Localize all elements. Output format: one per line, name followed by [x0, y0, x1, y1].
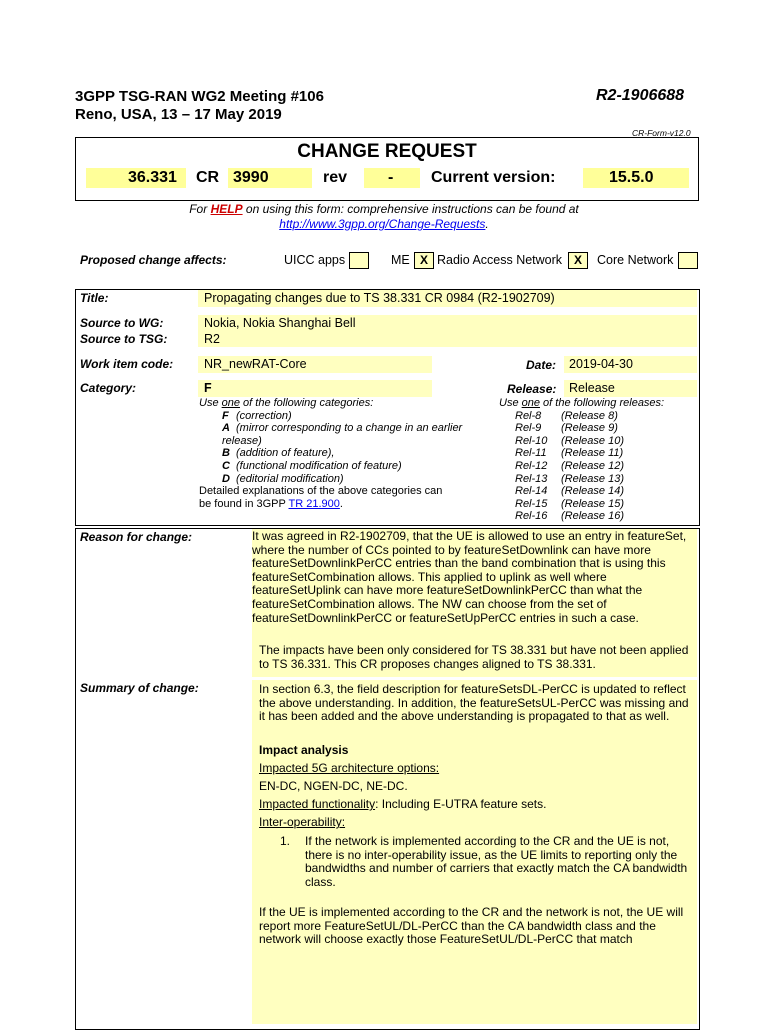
- doc-number: R2-1906688: [596, 87, 685, 104]
- release-desc: (Release 8): [561, 409, 618, 422]
- source-wg-value: Nokia, Nokia Shanghai Bell: [204, 316, 356, 330]
- help-url-line: [0, 217, 768, 231]
- rev-label: rev: [323, 169, 348, 186]
- spec-number: 36.331: [128, 169, 177, 186]
- title-value: Propagating changes due to TS 38.331 CR 0984 (R2-1902709): [204, 291, 555, 305]
- date-label: Date:: [526, 358, 557, 372]
- release-value: Release: [569, 381, 615, 395]
- cr-title: CHANGE REQUEST: [297, 141, 477, 162]
- reason-text-1: It was agreed in R2-1902709, that the UE is allowed to use an entry in featureSet, where the number of CCs pointed to by featureSetDownlink can have more featureSetDownlinkPerCC entries than the band combination that is using this featureSetCombination allows. This applied to uplink as well where featureSetUplink can have more featureSetDownlinkPerCC than what the featureSetCombination allows. The NW can choose from the set of featureSetDownlinkPerCC or featureSetUpPerCC entries in such a case.: [252, 529, 687, 625]
- meeting-title: 3GPP TSG-RAN WG2 Meeting #106: [75, 88, 324, 105]
- release-item: [499, 447, 697, 460]
- source-tsg-value: R2: [204, 332, 220, 346]
- release-intro: [499, 397, 697, 410]
- rel-intro-one: one: [521, 397, 540, 409]
- tr-21900-link[interactable]: TR 21.900: [288, 497, 340, 510]
- rev-value: -: [388, 169, 394, 186]
- category-code: B: [222, 447, 230, 460]
- category-label: Category:: [80, 381, 137, 395]
- release-code: Rel-16: [515, 510, 548, 523]
- release-code: Rel-10: [515, 434, 548, 447]
- cr-label: CR: [196, 169, 220, 186]
- title-label: Title:: [80, 291, 109, 305]
- category-item: [199, 435, 499, 448]
- category-code: F: [222, 409, 229, 422]
- category-desc: (editorial modification): [236, 472, 344, 485]
- form-version: CR-Form-v12.0: [632, 128, 691, 138]
- release-code: Rel-13: [515, 472, 548, 485]
- cat-detail-pre: be found in 3GPP: [199, 497, 289, 510]
- release-desc: (Release 9): [561, 422, 618, 435]
- category-value: F: [204, 381, 212, 395]
- category-list: [199, 397, 499, 510]
- title-field: [198, 290, 697, 307]
- affects-label: Proposed change affects:: [80, 253, 227, 267]
- ran-label: Radio Access Network: [437, 253, 563, 267]
- ran-checkbox[interactable]: X: [568, 252, 588, 269]
- work-item-value: NR_newRAT-Core: [204, 357, 307, 371]
- category-detail-1: Detailed explanations of the above categories can: [199, 485, 443, 498]
- category-item: [199, 447, 499, 460]
- help-line: [0, 202, 768, 216]
- change-request-box: [75, 137, 699, 201]
- release-item: [499, 410, 697, 423]
- release-desc: (Release 11): [561, 447, 624, 460]
- summary-text-last: If the UE is implemented according to the CR and the network is not, the UE will report more FeatureSetUL/DL-PerCC than the CA bandwidth class and the network will choose exactly those FeatureSetUL/DL-PerCC that match: [259, 905, 684, 947]
- arch-heading: Impacted 5G architecture options:: [259, 761, 440, 775]
- cr-number: 3990: [233, 169, 269, 186]
- category-item: [199, 422, 499, 435]
- summary-label: Summary of change:: [80, 681, 199, 695]
- release-desc: (Release 14): [561, 485, 624, 498]
- impact-heading: Impact analysis: [259, 743, 349, 757]
- category-desc: (mirror corresponding to a change in an earlier: [236, 422, 463, 435]
- func-heading: Impacted functionality: [259, 797, 376, 811]
- reason-text-2: The impacts have been only considered for TS 38.331 but have not been applied to TS 36.331. This CR proposes changes aligned to TS 38.331.: [259, 643, 689, 671]
- release-desc: (Release 13): [561, 472, 624, 485]
- reason-label: Reason for change:: [80, 530, 193, 544]
- help-url-link[interactable]: http://www.3gpp.org/Change-Requests: [279, 217, 486, 231]
- category-item: [199, 410, 499, 423]
- cat-intro-one: one: [221, 397, 240, 409]
- arch-value: EN-DC, NGEN-DC, NE-DC.: [259, 779, 408, 793]
- date-field: [564, 356, 697, 373]
- category-desc: (correction): [236, 409, 292, 422]
- category-desc: (addition of feature),: [236, 447, 335, 460]
- release-desc: (Release 16): [561, 510, 624, 523]
- help-suffix: on using this form: comprehensive instructions can be found at: [242, 202, 579, 216]
- func-value: : Including E-UTRA feature sets.: [375, 797, 547, 811]
- source-wg-field: [198, 315, 697, 331]
- source-wg-label: Source to WG:: [80, 316, 164, 330]
- release-item: [499, 485, 697, 498]
- rel-intro-pre: Use: [499, 397, 522, 409]
- release-desc: (Release 12): [561, 459, 624, 472]
- release-code: Rel-14: [515, 485, 548, 498]
- interop-heading: Inter-operability:: [259, 815, 346, 829]
- category-desc: (functional modification of feature): [236, 459, 402, 472]
- release-item: [499, 422, 697, 435]
- category-code: A: [222, 422, 230, 435]
- help-word: HELP: [210, 202, 243, 216]
- release-item: [499, 510, 697, 523]
- help-url-end: .: [485, 217, 489, 231]
- category-detail-2: [199, 498, 499, 511]
- reason-field: [252, 529, 697, 677]
- me-checkbox[interactable]: X: [414, 252, 434, 269]
- rel-intro-post: of the following releases:: [539, 397, 665, 409]
- source-tsg-field: [198, 331, 697, 347]
- release-item: [499, 460, 697, 473]
- category-item: [199, 460, 499, 473]
- summary-field: [252, 680, 697, 1024]
- list-item-1: If the network is implemented according to the CR and the UE is not, there is no inter-operability issue, as the UE limits to reporting only the bandwidths and number of carriers that exactly match the CA bandwidth class.: [305, 834, 688, 889]
- cat-intro-pre: Use: [199, 397, 222, 409]
- source-tsg-label: Source to TSG:: [80, 332, 168, 346]
- work-item-field: [198, 356, 432, 373]
- cn-checkbox[interactable]: [678, 252, 698, 269]
- release-code: Rel-11: [515, 447, 547, 460]
- release-code: Rel-12: [515, 459, 548, 472]
- cat-intro-post: of the following categories:: [239, 397, 374, 409]
- category-intro: [199, 397, 499, 410]
- uicc-checkbox[interactable]: [349, 252, 369, 269]
- category-code: C: [222, 459, 230, 472]
- cn-label: Core Network: [597, 253, 674, 267]
- release-desc: (Release 10): [561, 434, 624, 447]
- category-field: [198, 380, 432, 397]
- release-field: [564, 380, 697, 397]
- help-prefix: For: [189, 202, 211, 216]
- meeting-location: Reno, USA, 13 – 17 May 2019: [75, 106, 282, 123]
- category-desc: release): [222, 434, 262, 447]
- release-item: [499, 498, 697, 511]
- release-label: Release:: [507, 382, 557, 396]
- release-item: [499, 435, 697, 448]
- current-version: 15.5.0: [609, 169, 654, 186]
- release-desc: (Release 15): [561, 497, 624, 510]
- cat-detail-post: .: [339, 497, 343, 510]
- current-version-label: Current version:: [431, 169, 556, 186]
- release-list: [499, 397, 697, 523]
- release-item: [499, 473, 697, 486]
- uicc-label: UICC apps: [284, 253, 346, 267]
- me-label: ME: [391, 253, 410, 267]
- date-value: 2019-04-30: [569, 357, 633, 371]
- release-code: Rel-9: [515, 422, 542, 435]
- func-line: [259, 798, 546, 812]
- list-number: 1.: [280, 834, 291, 848]
- summary-text-1: In section 6.3, the field description for featureSetsDL-PerCC is updated to reflect the above understanding. In addition, the featureSetsUL-PerCC was missing and it has been added and the above understanding is propagated to that as well.: [259, 682, 689, 724]
- category-code: D: [222, 472, 230, 485]
- category-item: [199, 473, 499, 486]
- work-item-label: Work item code:: [80, 357, 174, 371]
- release-code: Rel-15: [515, 497, 548, 510]
- release-code: Rel-8: [515, 409, 542, 422]
